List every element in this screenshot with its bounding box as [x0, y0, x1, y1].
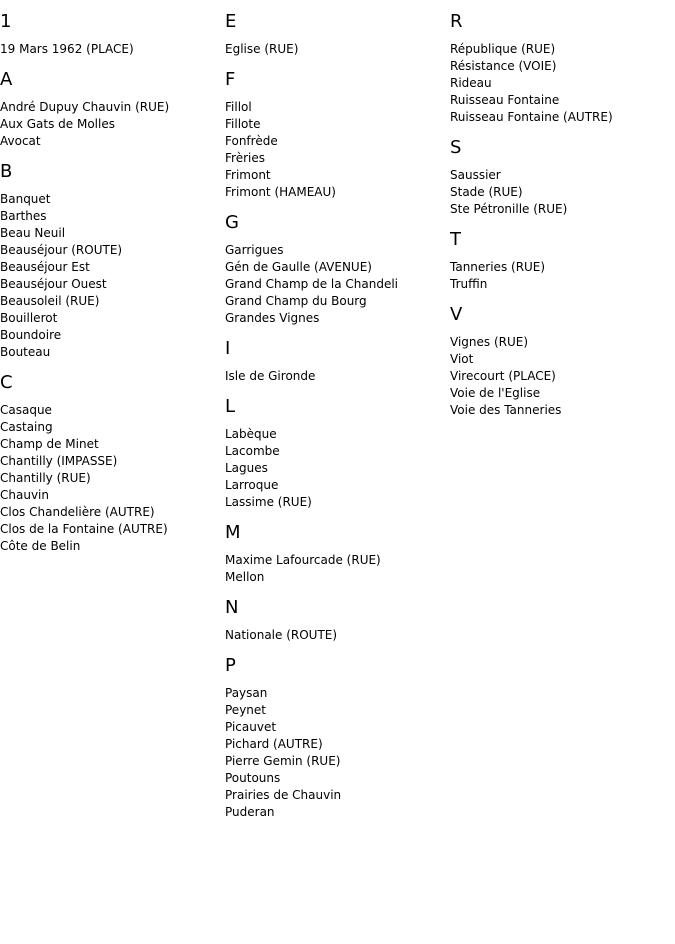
street-list [450, 259, 675, 293]
street-list [0, 191, 225, 361]
street-link[interactable]: Ste Pétronille (RUE) [450, 202, 568, 216]
letter-heading: N [225, 597, 239, 618]
letter-group [225, 597, 450, 644]
letter-group [0, 372, 225, 555]
street-list [0, 41, 225, 58]
street-index-column-2 [225, 0, 450, 825]
street-link[interactable]: Beau Neuil [0, 226, 66, 240]
street-index-column-1 [0, 0, 225, 559]
street-link[interactable]: Ruisseau Fontaine (AUTRE) [450, 110, 613, 124]
street-link[interactable]: Truffin [450, 277, 488, 291]
street-link[interactable]: Champ de Minet [0, 437, 99, 451]
street-link[interactable]: Saussier [450, 168, 501, 182]
letter-group [225, 69, 450, 201]
street-link[interactable]: Lagues [225, 461, 268, 475]
street-list [450, 167, 675, 218]
letter-group [450, 304, 675, 419]
street-link[interactable]: Nationale (ROUTE) [225, 628, 338, 642]
letter-heading: V [450, 304, 463, 325]
letter-heading: M [225, 522, 241, 543]
street-link[interactable]: Vignes (RUE) [450, 335, 529, 349]
street-list [225, 685, 450, 821]
letter-group [450, 137, 675, 218]
street-link[interactable]: Maxime Lafourcade (RUE) [225, 553, 381, 567]
street-link[interactable]: Voie de l'Eglise [450, 386, 541, 400]
street-link[interactable]: Frimont [225, 168, 271, 182]
street-link[interactable]: Casaque [0, 403, 52, 417]
street-index-column-3 [450, 0, 675, 423]
street-link[interactable]: Eglise (RUE) [225, 42, 299, 56]
letter-heading: A [0, 69, 13, 90]
street-link[interactable]: Picauvet [225, 720, 277, 734]
street-link[interactable]: 19 Mars 1962 (PLACE) [0, 42, 134, 56]
letter-heading: C [0, 372, 13, 393]
letter-group [225, 11, 450, 58]
street-link[interactable]: Prairies de Chauvin [225, 788, 342, 802]
street-link[interactable]: Voie des Tanneries [450, 403, 562, 417]
street-link[interactable]: Beausoleil (RUE) [0, 294, 100, 308]
street-link[interactable]: Mellon [225, 570, 265, 584]
street-link[interactable]: Rideau [450, 76, 492, 90]
street-link[interactable]: Paysan [225, 686, 268, 700]
street-list [225, 627, 450, 644]
street-link[interactable]: Castaing [0, 420, 53, 434]
letter-group [450, 11, 675, 126]
letter-heading: R [450, 11, 463, 32]
street-link[interactable]: Larroque [225, 478, 279, 492]
letter-heading: G [225, 212, 239, 233]
letter-group [0, 11, 225, 58]
letter-group [225, 522, 450, 586]
letter-heading: S [450, 137, 462, 158]
letter-group [225, 212, 450, 327]
street-list [225, 368, 450, 385]
street-list [225, 41, 450, 58]
letter-heading: T [450, 229, 461, 250]
street-link[interactable]: Aux Gats de Molles [0, 117, 115, 131]
street-link[interactable]: Résistance (VOIE) [450, 59, 557, 73]
street-link[interactable]: Avocat [0, 134, 41, 148]
street-link[interactable]: Bouteau [0, 345, 51, 359]
street-link[interactable]: Clos de la Fontaine (AUTRE) [0, 522, 168, 536]
letter-heading: 1 [0, 11, 12, 32]
street-link[interactable]: André Dupuy Chauvin (RUE) [0, 100, 170, 114]
street-link[interactable]: République (RUE) [450, 42, 556, 56]
street-link[interactable]: Labèque [225, 427, 277, 441]
street-list [225, 99, 450, 201]
street-link[interactable]: Côte de Belin [0, 539, 81, 553]
street-link[interactable]: Pichard (AUTRE) [225, 737, 323, 751]
letter-group [225, 396, 450, 511]
letter-group [225, 655, 450, 821]
street-list [225, 426, 450, 511]
street-list [0, 402, 225, 555]
street-link[interactable]: Beauséjour (ROUTE) [0, 243, 123, 257]
street-link[interactable]: Lassime (RUE) [225, 495, 312, 509]
street-link[interactable]: Grand Champ de la Chandeli [225, 277, 399, 291]
street-link[interactable]: Frèries [225, 151, 265, 165]
street-list [450, 41, 675, 126]
street-link[interactable]: Fonfrède [225, 134, 278, 148]
street-link[interactable]: Clos Chandelière (AUTRE) [0, 505, 155, 519]
letter-heading: P [225, 655, 236, 676]
letter-heading: B [0, 161, 13, 182]
street-link[interactable]: Boundoire [0, 328, 62, 342]
street-list [0, 99, 225, 150]
street-link[interactable]: Bouillerot [0, 311, 58, 325]
street-link[interactable]: Gén de Gaulle (AVENUE) [225, 260, 372, 274]
street-link[interactable]: Grandes Vignes [225, 311, 320, 325]
letter-group [0, 69, 225, 150]
street-link[interactable]: Peynet [225, 703, 266, 717]
letter-group [0, 161, 225, 361]
street-link[interactable]: Virecourt (PLACE) [450, 369, 556, 383]
street-link[interactable]: Chantilly (RUE) [0, 471, 91, 485]
street-link[interactable]: Puderan [225, 805, 275, 819]
street-link[interactable]: Ruisseau Fontaine [450, 93, 560, 107]
street-link[interactable]: Viot [450, 352, 474, 366]
street-link[interactable]: Garrigues [225, 243, 284, 257]
street-link[interactable]: Grand Champ du Bourg [225, 294, 367, 308]
street-link[interactable]: Poutouns [225, 771, 281, 785]
street-link[interactable]: Beauséjour Ouest [0, 277, 107, 291]
street-link[interactable]: Fillol [225, 100, 252, 114]
letter-heading: I [225, 338, 231, 359]
street-link[interactable]: Banquet [0, 192, 51, 206]
street-link[interactable]: Frimont (HAMEAU) [225, 185, 336, 199]
street-link[interactable]: Tanneries (RUE) [450, 260, 546, 274]
street-link[interactable]: Barthes [0, 209, 47, 223]
street-link[interactable]: Chantilly (IMPASSE) [0, 454, 118, 468]
letter-group [225, 338, 450, 385]
letter-heading: E [225, 11, 237, 32]
letter-heading: L [225, 396, 236, 417]
street-link[interactable]: Isle de Gironde [225, 369, 316, 383]
letter-group [450, 229, 675, 293]
street-link[interactable]: Fillote [225, 117, 261, 131]
street-link[interactable]: Lacombe [225, 444, 280, 458]
street-list [225, 242, 450, 327]
street-link[interactable]: Beauséjour Est [0, 260, 90, 274]
street-link[interactable]: Chauvin [0, 488, 49, 502]
letter-heading: F [225, 69, 236, 90]
street-link[interactable]: Pierre Gemin (RUE) [225, 754, 341, 768]
street-list [225, 552, 450, 586]
street-list [450, 334, 675, 419]
street-link[interactable]: Stade (RUE) [450, 185, 523, 199]
